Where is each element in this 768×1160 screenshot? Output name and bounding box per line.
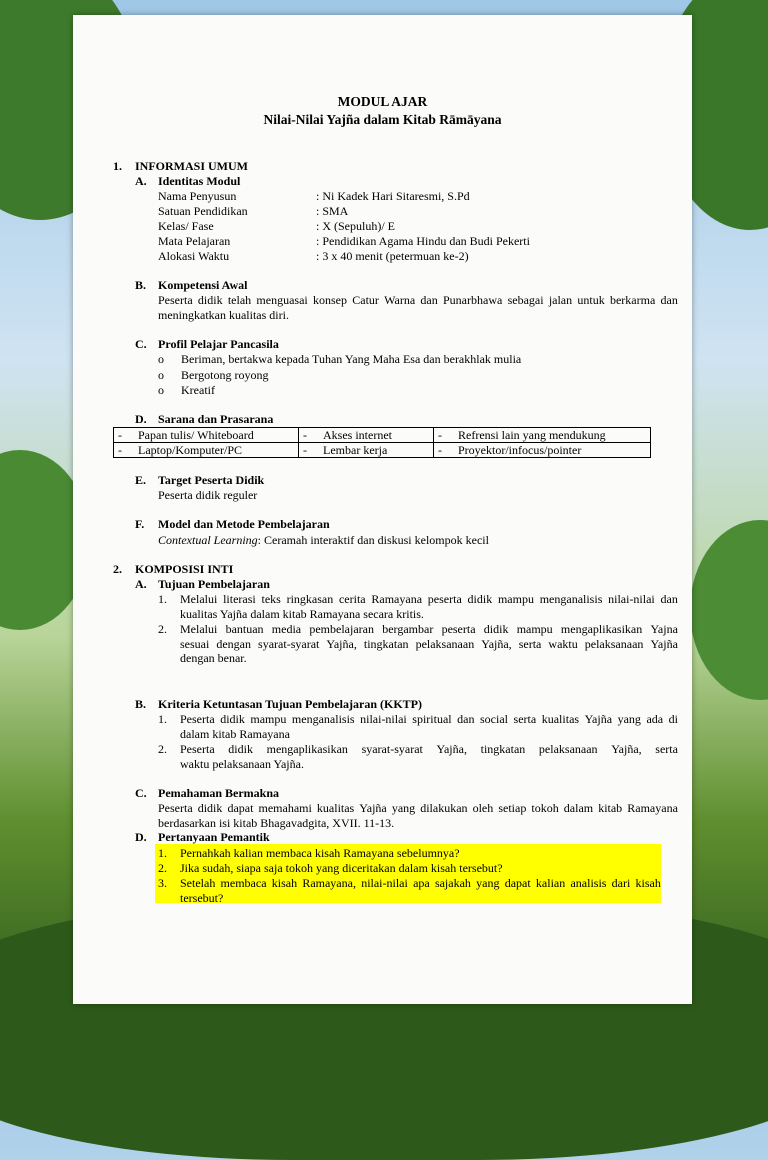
kompetensi-text-line2: meningkatkan kualitas diri. (158, 308, 289, 322)
word: menganalisis (291, 712, 355, 726)
cell-text: Laptop/Komputer/PC (138, 443, 242, 457)
table-cell (299, 443, 434, 458)
word: literasi (223, 592, 256, 606)
word: dalam (563, 801, 594, 815)
identitas-label: Satuan Pendidikan (158, 204, 248, 218)
word: Peserta (158, 801, 193, 815)
cell-text: Lembar kerja (323, 443, 388, 457)
word: didik (220, 712, 245, 726)
identitas-value: : Ni Kadek Hari Sitaresmi, S.Pd (316, 189, 470, 203)
word: mengaplikasikan (560, 622, 643, 636)
pemantik-heading: Pertanyaan Pemantik (158, 830, 270, 844)
item-text: Jika sudah, siapa saja tokoh yang diceritakan dalam kisah tersebut? (180, 861, 503, 875)
word: Yajña (359, 801, 387, 815)
item-line (180, 637, 678, 652)
profil-letter: C. (135, 337, 147, 351)
word: Punarbhawa (443, 293, 503, 307)
kktp-item (158, 742, 678, 771)
tujuan-heading: Tujuan Pembelajaran (158, 577, 270, 591)
word: didik (467, 592, 493, 606)
word: yang (476, 876, 500, 890)
profil-item-text: Kreatif (181, 383, 215, 397)
identitas-label: Kelas/ Fase (158, 219, 214, 233)
item-number: 2. (158, 622, 167, 636)
profil-item-text: Beriman, bertakwa kepada Tuhan Yang Maha Esa dan berakhlak mulia (181, 352, 522, 366)
word: dapat (504, 876, 531, 890)
item-line (180, 622, 678, 637)
item-line: kualitas Yajña dalam kitab Ramayana secara kritis. (180, 606, 424, 621)
word: pelaksanaan (415, 636, 475, 651)
table-cell (299, 428, 434, 443)
sarana-heading: Sarana dan Prasarana (158, 412, 274, 426)
tujuan-letter: A. (135, 577, 147, 591)
word: mampu (250, 712, 287, 726)
kktp-item (158, 712, 678, 741)
word: Melalui (180, 592, 218, 606)
word: Yajña (584, 712, 613, 726)
word: kualitas (316, 801, 355, 815)
table-cell (114, 428, 299, 443)
item-line: dengan benar. (180, 651, 247, 666)
word: Melalui (180, 622, 218, 636)
word: peserta (441, 622, 476, 636)
word: nilai-nilai (360, 712, 407, 726)
word: tingkatan (363, 636, 409, 651)
word: pelaksanaan (538, 742, 598, 756)
word: konsep (312, 293, 347, 307)
word: Yajna (650, 622, 678, 636)
model-italic: Contextual Learning (158, 533, 258, 547)
word: Yajña, (326, 636, 357, 651)
bullet-icon: o (158, 368, 164, 382)
identitas-value: : 3 x 40 menit (petermuan ke-2) (316, 249, 469, 263)
identitas-row (158, 249, 678, 264)
word: kalian (535, 876, 566, 890)
pemantik-item (158, 876, 661, 905)
word: didik (483, 622, 509, 636)
model-text (158, 533, 489, 548)
identitas-row (158, 219, 678, 234)
word: Ramayana (371, 592, 423, 606)
kompetensi-heading: Kompetensi Awal (158, 278, 248, 292)
item-line: dalam kitab Ramayana (180, 726, 290, 741)
bullet-icon: o (158, 383, 164, 397)
profil-item-text: Bergotong royong (181, 368, 269, 382)
table-cell (114, 443, 299, 458)
word: yang (391, 801, 416, 815)
cell-text: Papan tulis/ Whiteboard (138, 428, 254, 442)
word: tingkatan (480, 742, 526, 756)
pemantik-letter: D. (135, 830, 147, 844)
word: serta (655, 742, 678, 756)
word: serta (518, 636, 542, 651)
kompetensi-letter: B. (135, 278, 147, 292)
word: Setelah (180, 876, 216, 890)
word: serta (513, 712, 537, 726)
item-number: 1. (158, 592, 167, 606)
model-methods: : Ceramah interaktif dan diskusi kelompok kecil (257, 533, 489, 547)
word: Catur (352, 293, 379, 307)
identitas-label: Nama Penyusun (158, 189, 237, 203)
word: dan (660, 293, 678, 307)
pemahaman-text-line2: berdasarkan isi kitab Bhagavadgita, XVII. 11-13. (158, 816, 395, 830)
pemantik-item (158, 846, 678, 861)
dash-mark: - (118, 443, 122, 457)
word: menganalisis (539, 592, 603, 606)
target-text: Peserta didik reguler (158, 488, 258, 502)
word: setiap (498, 801, 527, 815)
word: tokoh (531, 801, 559, 815)
word: peserta (427, 592, 462, 606)
section1-heading: INFORMASI UMUM (135, 159, 248, 173)
cell-text: Proyektor/infocus/pointer (458, 443, 582, 457)
item-number: 3. (158, 876, 167, 890)
word: pembelajaran (309, 622, 374, 636)
word: apa (413, 876, 430, 890)
word: memahami (258, 801, 312, 815)
kompetensi-text-line1 (158, 293, 678, 308)
sarana-letter: D. (135, 412, 147, 426)
pemahaman-heading: Pemahaman Bermakna (158, 786, 279, 800)
item-line (180, 592, 678, 607)
word: Yajña, (481, 636, 512, 651)
word: teks (261, 592, 281, 606)
section2-heading: KOMPOSISI INTI (135, 562, 234, 576)
word: telah (227, 293, 252, 307)
dash-mark: - (438, 428, 442, 442)
item-line: tersebut? (180, 890, 224, 905)
word: syarat-syarat (258, 636, 320, 651)
item-text (180, 742, 678, 771)
word: social (480, 712, 509, 726)
sarana-table (113, 427, 651, 458)
document-content (73, 15, 692, 1004)
word: Yajña (650, 636, 678, 651)
word: oleh (472, 801, 494, 815)
word: kitab (598, 801, 623, 815)
word: bergambar (382, 622, 434, 636)
word: sajakah (434, 876, 471, 890)
word: untuk (577, 293, 605, 307)
target-heading: Target Peserta Didik (158, 473, 265, 487)
word: didik (197, 801, 223, 815)
section2-number: 2. (113, 562, 122, 576)
identitas-label: Mata Pelajaran (158, 234, 231, 248)
word: Ramayana, (302, 876, 356, 890)
profil-item (158, 368, 268, 383)
identitas-heading: Identitas Modul (158, 174, 241, 188)
cell-text: Akses internet (323, 428, 392, 442)
pemahaman-letter: C. (135, 786, 147, 800)
identitas-value: : SMA (316, 204, 349, 218)
word: media (271, 622, 302, 636)
identitas-label: Alokasi Waktu (158, 249, 230, 263)
identitas-value: : X (Sepuluh)/ E (316, 219, 395, 233)
word: kualitas (541, 712, 580, 726)
word: membaca (220, 876, 267, 890)
section1-number: 1. (113, 159, 122, 173)
word: sebagai (507, 293, 544, 307)
word: yang (617, 712, 641, 726)
word: dari (611, 876, 631, 890)
document-title: MODUL AJAR (337, 94, 428, 109)
word: Warna (384, 293, 416, 307)
word: dilakukan (420, 801, 468, 815)
item-number: 1. (158, 712, 167, 726)
word: Yajña, (611, 742, 642, 756)
table-cell (434, 428, 651, 443)
word: dan (457, 712, 475, 726)
background-tree-right (690, 520, 768, 700)
word: jalan (548, 293, 573, 307)
word: dan (660, 592, 678, 606)
kktp-heading: Kriteria Ketuntasan Tujuan Pembelajaran (KKTP) (158, 697, 422, 711)
document-page (73, 15, 692, 1004)
item-line: waktu pelaksanaan Yajña. (180, 756, 304, 771)
word: ada (646, 712, 664, 726)
word: Peserta (180, 742, 215, 756)
word: sesuai (180, 636, 210, 651)
word: di (668, 712, 678, 726)
item-line (180, 742, 678, 757)
word: Peserta (158, 293, 193, 307)
word: nilai-nilai (361, 876, 408, 890)
identitas-row (158, 234, 678, 249)
identitas-row (158, 204, 678, 219)
word: ringkasan (286, 592, 334, 606)
word: waktu (548, 636, 578, 651)
target-letter: E. (135, 473, 147, 487)
model-letter: F. (135, 517, 145, 531)
word: cerita (338, 592, 366, 606)
cell-text: Refrensi lain yang mendukung (458, 428, 606, 442)
dash-mark: - (118, 428, 122, 442)
item-text (180, 622, 678, 666)
word: bantuan (225, 622, 264, 636)
tujuan-item (158, 622, 678, 666)
tujuan-item (158, 592, 678, 621)
word: dapat (227, 801, 254, 815)
identitas-letter: A. (135, 174, 147, 188)
dash-mark: - (438, 443, 442, 457)
word: Ramayana (627, 801, 678, 815)
kktp-letter: B. (135, 697, 147, 711)
item-text (180, 592, 678, 621)
document-subtitle: Nilai-Nilai Yajña dalam Kitab Rāmāyana (263, 112, 502, 127)
word: didik (228, 742, 253, 756)
word: mengaplikasikan (266, 742, 348, 756)
profil-heading: Profil Pelajar Pancasila (158, 337, 279, 351)
word: dengan (216, 636, 252, 651)
word: berkarma (609, 293, 656, 307)
word: spiritual (412, 712, 452, 726)
item-line (180, 712, 678, 727)
dash-mark: - (303, 428, 307, 442)
word: Peserta (180, 712, 215, 726)
item-line (180, 876, 661, 891)
table-row (114, 428, 651, 443)
word: Yajña, (436, 742, 467, 756)
table-row (114, 443, 651, 458)
word: mampu (497, 592, 534, 606)
dash-mark: - (303, 443, 307, 457)
table-cell (434, 443, 651, 458)
profil-item (158, 352, 521, 367)
word: didik (197, 293, 223, 307)
word: analisis (570, 876, 607, 890)
word: syarat-syarat (361, 742, 423, 756)
word: menguasai (256, 293, 308, 307)
pemantik-item (158, 861, 678, 876)
word: mampu (516, 622, 553, 636)
identitas-row (158, 189, 678, 204)
pemahaman-text-line1 (158, 801, 678, 816)
word: kisah (635, 876, 661, 890)
item-text (180, 712, 678, 741)
bullet-icon: o (158, 352, 164, 366)
item-number: 1. (158, 846, 167, 860)
identitas-value: : Pendidikan Agama Hindu dan Budi Pekerti (316, 234, 530, 248)
model-heading: Model dan Metode Pembelajaran (158, 517, 330, 531)
word: kisah (271, 876, 298, 890)
word: nilai-nilai (608, 592, 655, 606)
profil-item (158, 383, 215, 398)
item-number: 2. (158, 861, 167, 875)
item-text (180, 876, 661, 905)
item-text: Pernahkah kalian membaca kisah Ramayana sebelumnya? (180, 846, 460, 860)
item-number: 2. (158, 742, 167, 756)
word: pelaksanaan (584, 636, 644, 651)
word: dan (420, 293, 438, 307)
